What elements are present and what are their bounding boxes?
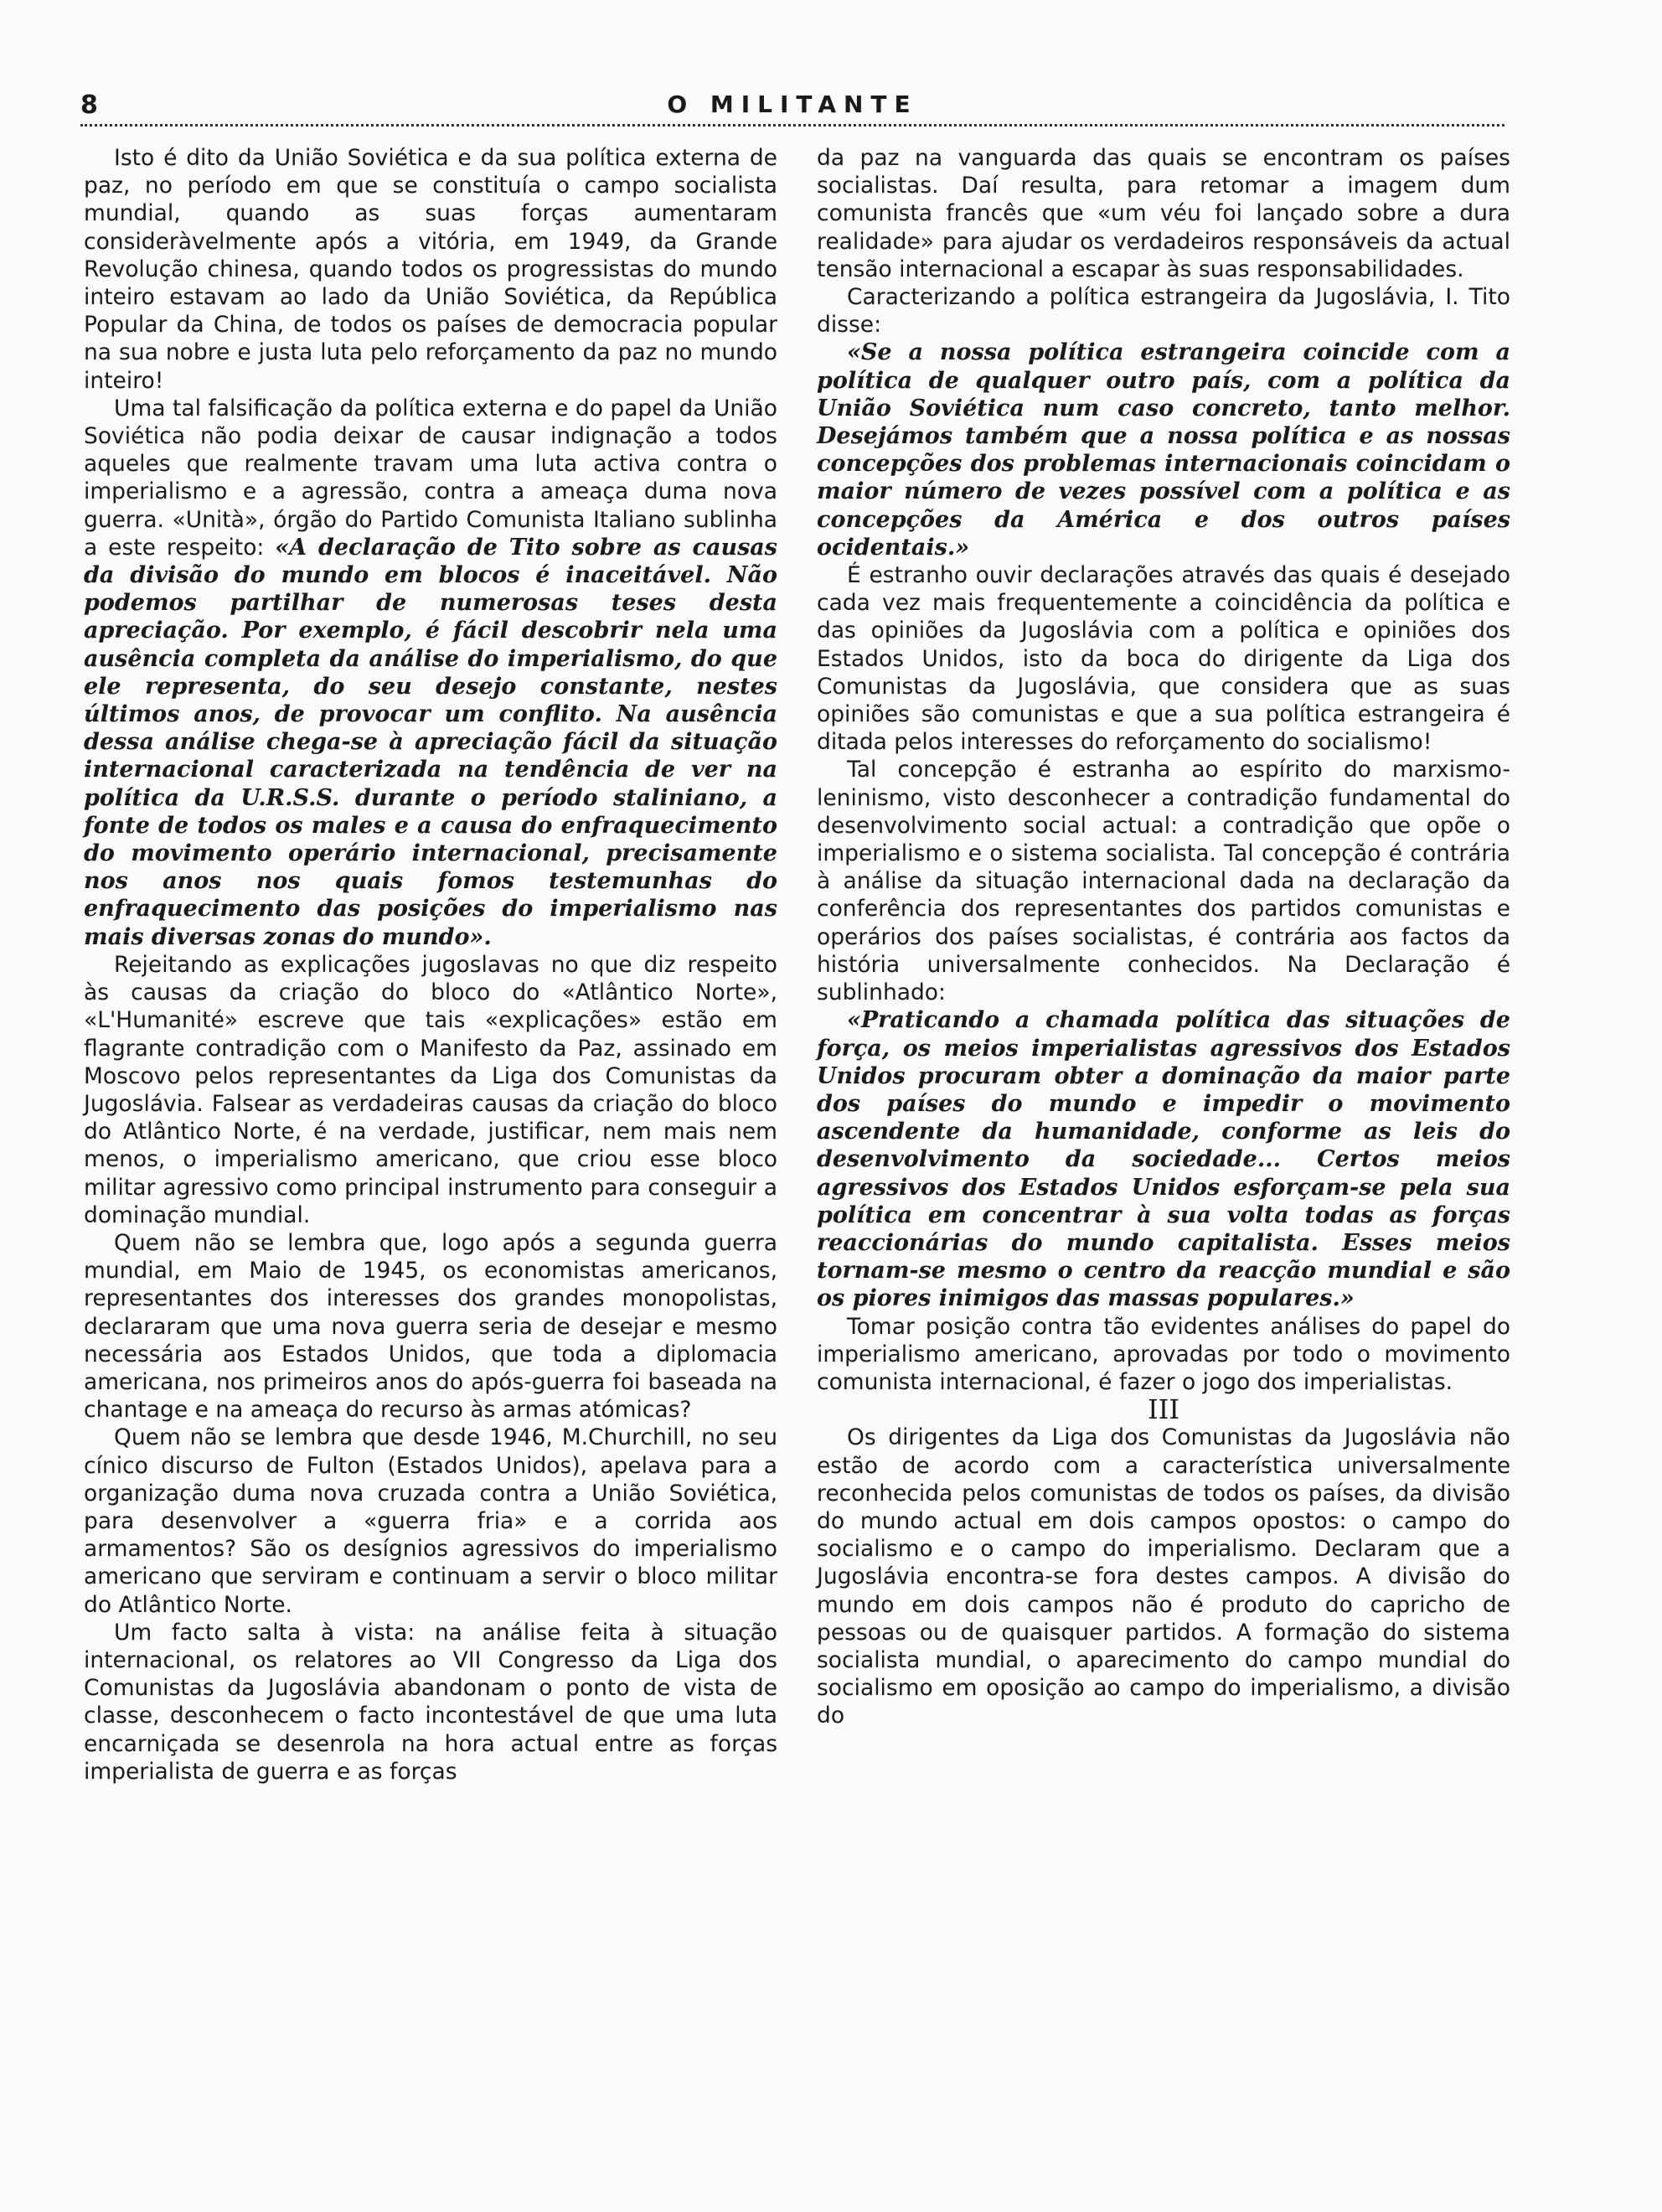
paragraph: Rejeitando as explicações jugoslavas no que diz respeito às causas da criação do bloco do «Atlântico Norte», «L'Humanité» escreve que tais «explicações» estão em flagrante contradição com o Manifesto da Paz, assinado em Moscovo pelos representantes da Liga dos Comunistas da Jugoslávia. Falsear as verdadeiras causas da criação do bloco do Atlântico Norte, é na verdade, justificar, nem mais nem menos, o imperialismo americano, que criou esse bloco militar agressivo como principal instrumento para conseguir a dominação mundial. <box>84 951 777 1228</box>
left-column <box>84 144 777 1786</box>
paragraph: da paz na vanguarda das quais se encontram os países socialistas. Daí resulta, para retomar a imagem dum comunista francês que «um véu foi lançado sobre a dura realidade» para ajudar os verdadeiros responsáveis da actual tensão internacional a escapar às suas responsabilidades. <box>817 145 1510 282</box>
page-header <box>80 90 1505 126</box>
paragraph-text: Uma tal falsificação da política externa e do papel da União Soviética não podia deixar de causar indignação a todos aqueles que realmente travam uma luta activa contra o imperialismo e a agressão, contra a ameaça duma nova guerra. «Unità», órgão do Partido Comunista Italiano sublinha a este respeito: <box>84 395 777 561</box>
page-number: 8 <box>80 90 98 120</box>
paragraph: Caracterizando a política estrangeira da Jugoslávia, I. Tito disse: <box>817 284 1510 339</box>
paragraph: Quem não se lembra que desde 1946, M.Churchill, no seu cínico discurso de Fulton (Estados Unidos), apelava para a organização duma nova cruzada contra a União Soviética, para desenvolver a «guerra fria» e a corrida aos armamentos? São os desígnios agressivos do imperialismo americano que serviram e continuam a servir o bloco militar do Atlântico Norte. <box>84 1424 777 1618</box>
paragraph <box>84 395 777 951</box>
header-rule <box>80 124 1505 127</box>
paragraph: Um facto salta à vista: na análise feita à situação internacional, os relatores ao VII Congresso da Liga dos Comunistas da Jugoslávia abandonam o ponto de vista de classe, desconhecem o facto incontestável de que uma luta encarniçada se desenrola na hora actual entre as forças imperialista de guerra e as forças <box>84 1619 777 1785</box>
quotation: «A declaração de Tito sobre as causas da divisão do mundo em blocos é inaceitável. Não podemos partilhar de numerosas teses desta apreciação. Por exemplo, é fácil descobrir nela uma ausência completa da análise do imperialismo, do que ele representa, do seu desejo constante, nestes últimos anos, de provocar um conflito. Na ausência dessa análise chega-se à apreciação fácil da situação internacional caracterizada na tendência de ver na política da U.R.S.S. durante o período stalinianο, a fonte de todos os males e a causa do enfraquecimento do movimento operário internacional, precisamente nos anos nos quais fomos testemunhas do enfraquecimento das posições do imperialismo nas mais diversas zonas do mundo». <box>84 534 777 950</box>
paragraph: Quem não se lembra que, logo após a segunda guerra mundial, em Maio de 1945, os economistas americanos, representantes dos interesses dos grandes monopolistas, declararam que uma nova guerra seria de desejar e mesmo necessária aos Estados Unidos, que toda a diplomacia americana, nos primeiros anos do após-guerra foi baseada na chantage e na ameaça do recurso às armas atómicas? <box>84 1229 777 1424</box>
section-heading: III <box>1148 1393 1179 1426</box>
paragraph: Tomar posição contra tão evidentes análises do papel do imperialismo americano, aprovadas por todo o movimento comunista internacional, é fazer o jogo dos imperialistas. <box>817 1313 1510 1395</box>
quotation: «Se a nossa política estrangeira coincide com a política de qualquer outro país, com a política da União Soviética num caso concreto, tanto melhor. Desejámos também que a nossa política e as nossas concepções dos problemas internacionais coincidam o maior número de vezes possível com a política e as concepções da América e dos outros países ocidentais.» <box>817 339 1510 561</box>
masthead-title: O MILITANTE <box>667 90 918 118</box>
paragraph: Os dirigentes da Liga dos Comunistas da Jugoslávia não estão de acordo com a característica universalmente reconhecida pelos comunistas de todos os países, da divisão do mundo actual em dois campos opostos: o campo do socialismo e o campo do imperialismo. Declaram que a Jugoslávia encontra-se fora destes campos. A divisão do mundo em dois campos não é produto do capricho de pessoas ou de quaisquer partidos. A formação do sistema socialista mundial, o aparecimento do campo mundial do socialismo em oposição ao campo do imperialismo, a divisão do <box>817 1424 1510 1729</box>
paragraph: É estranho ouvir declarações através das quais é desejado cada vez mais frequentemente a coincidência da política e das opiniões da Jugoslávia com a política e opiniões dos Estados Unidos, isto da boca do dirigente da Liga dos Comunistas da Jugoslávia, que considera que as suas opiniões são comunistas e que a sua política estrangeira é ditada pelos interesses do reforçamento do socialismo! <box>817 562 1510 756</box>
quotation: «Praticando a chamada política das situações de força, os meios imperialistas agressivos dos Estados Unidos procuram obter a dominação da maior parte dos países do mundo e impedir o movimento ascendente da humanidade, conforme as leis do desenvolvimento da sociedade... Certos meios agressivos dos Estados Unidos esforçam-se pela sua política em concentrar à sua volta todas as forças reaccionárias do mundo capitalista. Esses meios tornam-se mesmo o centro da reacção mundial e são os piores inimigos das massas populares.» <box>817 1007 1510 1312</box>
right-column <box>817 144 1510 1730</box>
paragraph: Isto é dito da União Soviética e da sua política externa de paz, no período em que se constituía o campo socialista mundial, quando as suas forças aumentaram consideràvelmente após a vitória, em 1949, da Grande Revolução chinesa, quando todos os progressistas do mundo inteiro estavam ao lado da União Soviética, da República Popular da China, de todos os países de democracia popular na sua nobre e justa luta pelo reforçamento da paz no mundo inteiro! <box>84 145 777 394</box>
paragraph: Tal concepção é estranha ao espírito do marxismo-leninismo, visto desconhecer a contradição fundamental do desenvolvimento social actual: a contradição que opõe o imperialismo e o sistema socialista. Tal concepção é contrária à análise da situação internacional dada na declaração da conferência dos representantes dos partidos comunistas e operários dos países socialistas, é contrária aos factos da história universalmente conhecidos. Na Declaração é sublinhado: <box>817 757 1510 1006</box>
